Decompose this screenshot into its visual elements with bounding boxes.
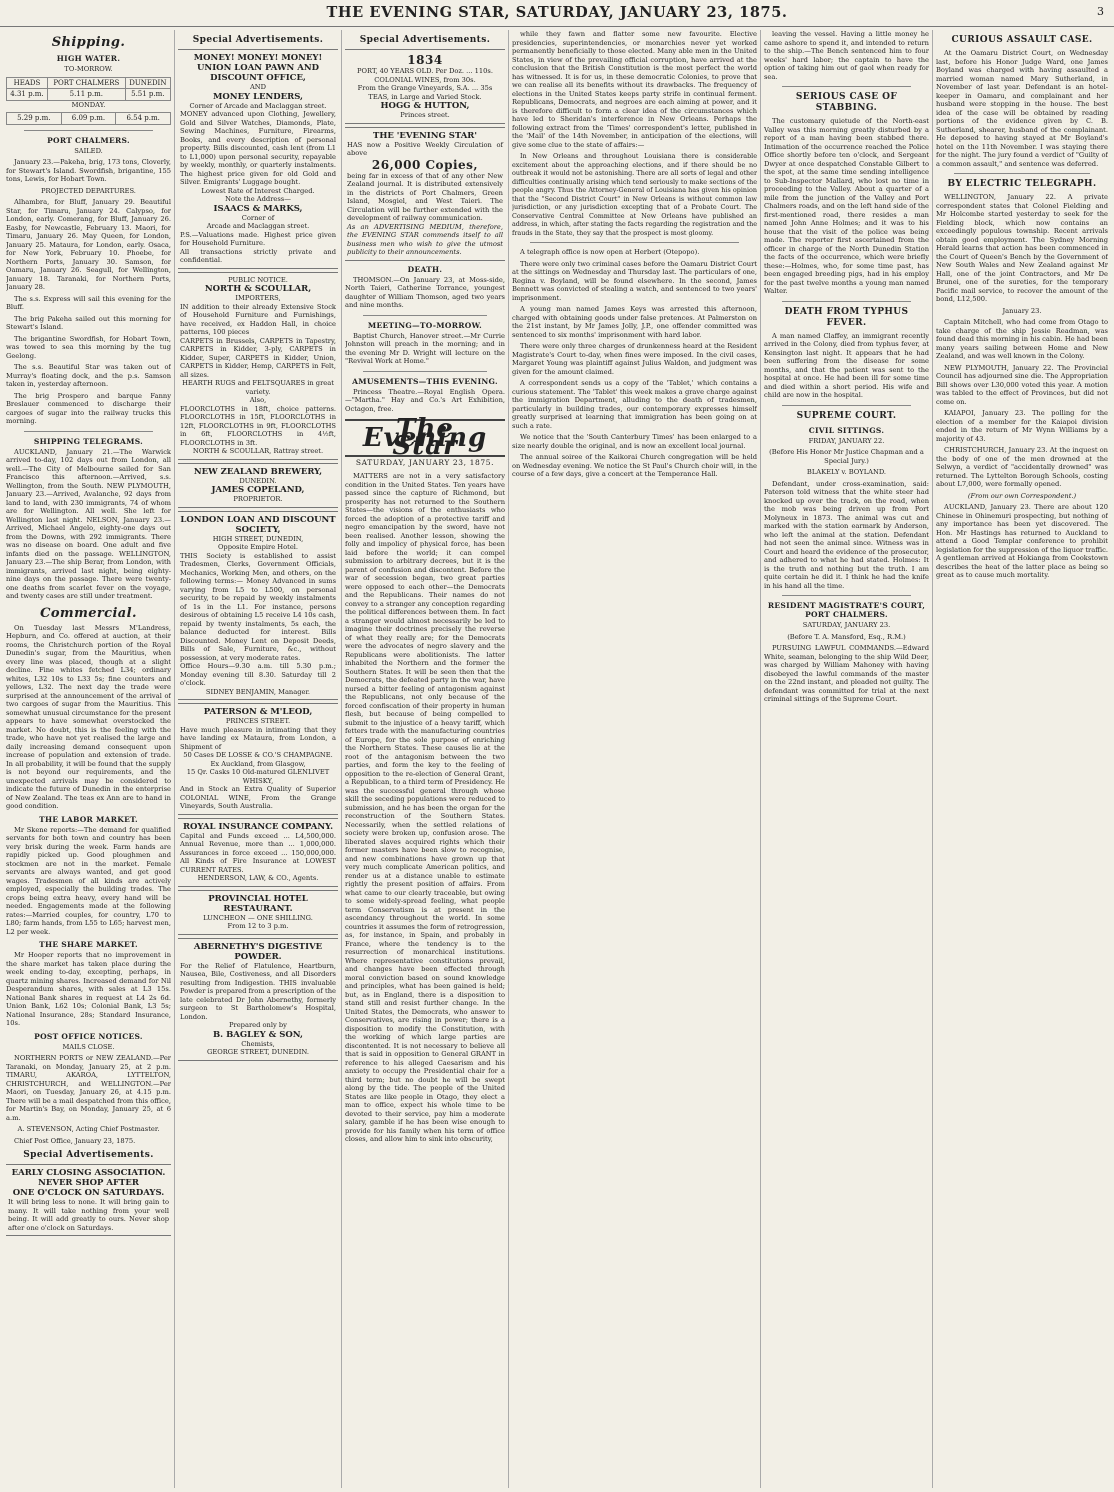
- ad-text: MONEY advanced upon Clothing, Jewellery, Gold and Silver Watches, Diamonds, Plate, Sewing Machines, Furniture, Firearms, Books, and every description of personal property. Bills discounted, cash lent (from L1 to L1,000) upon personal security, repayable by weekly, monthly, or quarterly instalments. The highest price given for old Gold and Silver. Emigrants' Luggage bought.: [180, 110, 336, 186]
- ad-text: For the Relief of Flatulence, Heartburn, Nausea, Bile, Costiveness, and all Disorders resulting from Indigestion. THIS invaluable Powder is prepared from a prescription of the late celebrated Dr John Abernethy, formerly surgeon to St Bartholomew's Hospital, London.: [180, 961, 336, 1021]
- closing-line: NEVER SHOP AFTER: [38, 1178, 139, 1188]
- special-ads-heading: Special Advertisements.: [23, 1150, 154, 1160]
- north-scoullar-ad: [178, 272, 338, 460]
- ad-line: From the Grange Vineyards, S.A. ... 35s: [357, 84, 493, 92]
- column-6: [936, 30, 1108, 1488]
- news-paragraph: A telegraph office is now open at Herbert (Otepopo).: [520, 248, 700, 256]
- ad-line: THE 'EVENING STAR': [373, 130, 477, 141]
- ad-line: JAMES COPELAND,: [211, 485, 305, 495]
- ad-line: Note the Address—: [225, 195, 291, 203]
- ad-line: SIDNEY BENJAMIN, Manager.: [205, 687, 311, 696]
- ad-text: Capital and Funds exceed ... L4,500,000. Annual Revenue, more than ... 1,000,000. Assurances in force exceed ... 150,000,000. All Kinds of Fire Insurance at LOWEST CURRENT RATES.: [180, 831, 336, 874]
- telegraph-text: Captain Mitchell, who had come from Otago to take charge of the ship Jessie Readman, was found dead this morning in his cabin. He had been many years sailing between Home and New Zealand, and was well known in the Colony.: [936, 318, 1108, 360]
- ad-line: HEARTH RUGS and FELTSQUARES in great variety.: [182, 379, 334, 396]
- ad-line: NORTH & SCOULLAR, Rattray street.: [192, 447, 324, 455]
- commercial-text: On Tuesday last Messrs M'Landress, Hepburn, and Co. offered at auction, at their rooms, the Christchurch portion of the Royal Dunedin's sugar, from the Mauritius, when every line was placed, though at a slight decline. Fine whites fetched L34; ordinary whites, L32 10s to L33 5s; fine counters and yellows, L32. The next day the trade were surprised at the announcement of the arrival of two cargoes of sugar from the Mauritius. This somewhat unusual circumstance for the present appears to have somewhat overstocked the market. No doubt, this is the feeling with the trade, who have not yet realised the large and daily increasing demand consequent upon increase of population and extension of trade. In all probability, it will be found that the supply is not beyond our requirements, and the unexpected arrivals may be considered to indicate the future of Dunedin in the enterprise of New Zealand. The teas ex Ann are to hand in good condition.: [6, 623, 171, 810]
- sailed-label: SAILED.: [74, 146, 103, 155]
- own-correspondent: (From our own Correspondent.): [967, 491, 1077, 500]
- shipping-paragraph: The s.s. Express will sail this evening for the Bluff.: [6, 294, 171, 311]
- ad-line: DUNEDIN.: [239, 476, 277, 485]
- telegraph-text: NEW PLYMOUTH, January 22. The Provincial Council has adjourned sine die. The Appropriation Bill shows over L30,000 voted this year. A motion was tabled to the effect of Provinces, but did not come on.: [936, 363, 1108, 406]
- leader-continued: while they fawn and flatter some new favourite. Elective presidencies, superintendencies, or monarchies never yet worked permanently beneficially to those elected. Many able men in the United States, in view of the prevailing official corruption, have arrived at the conclusion that the British Constitution is the most perfect the world has witnessed. It is for us, in these democratic Colonies, to prove that we can realise all its benefits without its drawbacks. The frequency of elections in the United States keeps party strife in continual ferment. Republicans, Democrats, and negroes are each aiming at power, and it is therefore difficult to form a clear idea of the circumstances which have led to Sheridan's interference in New Orleans. Perhaps the following extract from the 'Times' correspondent's letter, published in the 'Mail' of the 14th November, in anticipation of the elections, will give some clue to the state of affairs:—: [512, 30, 757, 149]
- ad-line: Princes street.: [400, 111, 450, 119]
- telegraph-text: CHRISTCHURCH, January 23. At the inquest on the body of one of the men drowned at the Selwyn, a verdict of "accidentally drowned" was returned. The Lyttelton Borough Schools, costing about L7,000, were formally opened.: [936, 446, 1108, 488]
- news-paragraph: We notice that the 'South Canterbury Times' has been enlarged to a size nearly double the original, and is now an excellent local journal.: [512, 433, 757, 450]
- closing-text: It will bring less to none. It will bring gain to many. It will take nothing from your well being. It will add greatly to ours. Never shop after one o'clock on Saturdays.: [8, 1198, 169, 1232]
- ad-line: MONEY! MONEY! MONEY!: [193, 53, 323, 63]
- shipping-paragraph: The brig Pakeha sailed out this morning for Stewart's Island.: [6, 314, 171, 331]
- divider: [782, 301, 911, 302]
- postmaster-date: Chief Post Office, January 23, 1875.: [14, 1136, 136, 1145]
- column-divider: [341, 30, 342, 1488]
- civil-date: FRIDAY, JANUARY 22.: [808, 436, 885, 445]
- share-text: Mr Hooper reports that no improvement in the share market has taken place during the week ending to-day, excepting, perhaps, in quartz mining shares. Increased demand for Nil Desperandum shares, with sales at L3 15s. National Bank shares in request at L4 2s 6d. Union Bank, L62 10s; Colonial Bank, L3 5s; National Insurance, 28s; Standard Insurance, 10s.: [6, 951, 171, 1027]
- tide-cell: 5.11 p.m.: [47, 89, 125, 101]
- ad-line: B. BAGLEY & SON,: [213, 1029, 303, 1040]
- special-ads-heading: Special Advertisements.: [359, 35, 491, 45]
- postoffice-sub: MAILS CLOSE.: [62, 1042, 115, 1051]
- ad-line: MONEY LENDERS,: [212, 91, 304, 102]
- ad-line: PUBLIC NOTICE.: [228, 275, 288, 284]
- abernethy-ad: [178, 938, 338, 1061]
- telegraph-text: WELLINGTON, January 22. A private correspondent states that Colonel Fielding and Mr Holcombe started yesterday to seek for the Fielding block, which now contains an exceedingly populous township. Recent arrivals obtain good employment. The Sydney Morning Herald learns that action has been commenced in the Court of Queen's Bench by the Government of New South Wales and New Zealand against Mr Hall, one of the joint Contractors, and Mr De Brunei, one of the sureties, for the temporary Pacific mail service, to recover the amount of the bond, L12,500.: [936, 193, 1108, 303]
- typhus-text: A man named Claffey, an immigrant recently arrived in the Colony, died from typhus fever, at Kensington last night. It appears that he had been suffering from the disease for some months, and that the patient was sent to the hospital at once. He had been ill for some time and died within a short period. His wife and child are now in the hospital.: [764, 331, 929, 399]
- ad-line: Ex Auckland, from Glasgow,: [210, 759, 306, 768]
- news-paragraph: There were only three charges of drunkenness heard at the Resident Magistrate's Court to-day, when fines were imposed. In the civil cases, Margaret Young was plaintiff against Julius Waldon, and judgment was given for the amount claimed.: [512, 342, 757, 376]
- case-name: BLAKELY v. BOYLAND.: [806, 468, 887, 476]
- postoffice-heading: POST OFFICE NOTICES.: [34, 1031, 143, 1041]
- ad-line: Prepared only by: [229, 1021, 287, 1029]
- postoffice-text: NORTHERN PORTS or NEW ZEALAND.—Per Taranaki, on Monday, January 25, at 2 p.m. TIMARU, AKAROA, LYTTELTON, CHRISTCHURCH, and WELLINGTON.—Per Maori, on Tuesday, January 26, at 4.15 p.m. There will be a mail despatched from this office, for Martin's Bay, on Monday, January 25, at 6 a.m.: [6, 1054, 171, 1122]
- divider: [782, 595, 911, 596]
- news-paragraph: There were only two criminal cases before the Oamaru District Court at the sittings on Wednesday and Thursday last. The particulars of one, Regina v. Boyland, will be found elsewhere. In the second, James Bennett was convicted of stealing a watch, and sentenced to two years' imprisonment.: [512, 259, 757, 302]
- ad-line: PROVINCIAL HOTEL RESTAURANT.: [208, 893, 308, 914]
- telegraph-text: KAIAPOI, January 23. The polling for the election of a member for the Kaiapoi division ended in the return of Mr Wynn Williams by a majority of 43.: [936, 409, 1108, 443]
- tide-cell: 4.31 p.m.: [7, 89, 48, 101]
- ad-line: LUNCHEON — ONE SHILLING.: [203, 913, 313, 922]
- civil-before: (Before His Honor Mr Justice Chapman and a Special Jury.): [769, 448, 924, 465]
- ad-line: Chemists,: [241, 1039, 275, 1048]
- share-heading: THE SHARE MARKET.: [39, 940, 138, 949]
- leader-article: MATTERS are not in a very satisfactory condition in the United States. Ten years have passed since the capture of Richmond, but prosperity has not returned to the Southern States—the visions of the enthusiasts who forced the adoption of a protective tariff and negro emancipation by the sword, have not been realised. Another lesson, showing the folly and impolicy of physical force, has been laid before the world; it can compel submission to arbitrary decrees, but it is the parent of confusion and discontent. Before the war of secession began, two great parties were opposed to each other—the Democrats and the Republicans. Their names do not convey to a stranger any conception regarding the political differences between them. In fact a stranger would almost necessarily be led to imagine their doctrines precisely the reverse of what they really are; for the Democrats were the advocates of negro slavery and the Republicans were abolitionists. The latter inhabited the Northern and the former the Southern States. It will be seen then that the Democrats, the defeated party in the war, have nursed a bitter feeling of antagonism against the Republicans, not only because of the forced confiscation of their property in human flesh, but because of being compelled to submit to the injustice of a heavy tariff, which fetters trade with the manufacturing countries of Europe, for the sole purpose of enriching the Northern States. These causes lie at the root of the antagonism between the two parties, and form the key to the feeling of opposition to the re-election of General Grant, a Republican, to a third term of Presidency. He was the successful general through whose skill the seceding populations were reduced to submission, and he has been the organ for the reconstruction of the Southern States. Necessarily, when the settled relations of society were broken up, confusion arose. The liberated slaves acquired rights which their former masters have been slow to recognise, and new combinations have grown up that very much complicate American politics, and render us at a distance unable to estimate rightly the present position of affairs. From what came to our clearly traceable, but owing to some widely-spread feeling, what people term Conservatism is at present in the ascendancy throughout the world. In some countries it assumes the form of retrogression, as, for instance, in Spain, and probably in France, where the tendency is to the resurrection of monarchical institutions. Where representative constitutions prevail, and changes have been effected through moral conviction based on sound knowledge and principles, what has been gained is held; but, as in England, there is a disposition to stand still and resist further change. In the United States, the Democrats, who answer to Conservatives, are rising in power; there is a disposition to modify the Constitution, with the working of which large parties are discontented. It is not necessary to believe all that is said in opposition to General GRANT in reference to his alleged Caesarism and his anxiety to occupy the Presidential chair for a third term; but no doubt he will be swept along by the tide. The people of the United States are like people in Otago, they elect a man to office, expect his whole time to be devoted to their service, pay him a moderate salary, gamble if he has been wise enough to provide for his family when his term of office closes, and allow him to sink into obscurity,: [345, 472, 505, 1143]
- ad-text: And in Stock an Extra Quality of Superior COLONIAL WINE, From the Grange Vineyards, South Australia.: [180, 785, 336, 810]
- ad-text: Have much pleasure in intimating that they have landing ex Mataura, from London, a Shipment of: [180, 725, 336, 751]
- tide-table-monday: [6, 112, 171, 125]
- ad-text: Office Hours—9.30 a.m. till 5.30 p.m.; Monday evening till 8.30. Saturday till 2 o'clock.: [180, 662, 336, 687]
- ad-line: Also,: [249, 396, 267, 404]
- rm-before: (Before T. A. Mansford, Esq., R.M.): [787, 632, 906, 641]
- rm-date: SATURDAY, JANUARY 23.: [802, 621, 891, 629]
- tide-cell: PORT CHALMERS: [47, 77, 125, 89]
- telegraph-heading: BY ELECTRIC TELEGRAPH.: [947, 179, 1097, 189]
- column-divider: [760, 30, 761, 1488]
- news-paragraph: A young man named James Keys was arrested this afternoon, charged with obtaining goods under false pretences. At Palmerston on the 21st instant, by Mr James Jolly, J.P., one offender committed was sentenced to six months' imprisonment with hard labor.: [512, 305, 757, 339]
- ad-line: TEAS, in Large and Varied Stock.: [368, 92, 482, 101]
- amusements-heading: AMUSEMENTS—THIS EVENING.: [352, 376, 498, 386]
- news-paragraph: A correspondent sends us a copy of the 'Tablet,' which contains a curious statement. The 'Tablet' this week makes a grave charge against the immigration Department, alluding to the death of tradesmen, particularly in building trades, our contemporary expresses himself greatly surprised at learning that immigration has been going on at such a rate.: [512, 379, 757, 430]
- ad-text: being far in excess of that of any other New Zealand journal. It is distributed extensively in the districts of Port Chalmers, Green Island, Mosgiel, and West Taieri. The Circulation will be further extended with the development of railway communication.: [347, 171, 503, 222]
- tide-cell: DUNEDIN: [125, 77, 170, 89]
- divider: [954, 173, 1090, 174]
- ad-text: All transactions strictly private and confidential.: [180, 247, 336, 264]
- sailed-text: January 23.—Pakeha, brig, 173 tons, Cloverly, for Stewart's Island. Swordfish, brigantine, 155 tons, Lewis, for Hobart Town.: [6, 158, 171, 183]
- dateline: SATURDAY, JANUARY 23, 1875.: [355, 457, 495, 467]
- divider: [782, 405, 911, 406]
- ad-text: HAS now a Positive Weekly Circulation of above: [347, 140, 503, 157]
- paterson-ad: [178, 703, 338, 815]
- labour-text: Mr Skene reports:—The demand for qualified servants for both town and country has been very brisk during the week. Farm hands are rapidly picked up. Good ploughmen and stockmen are not in the market. Female servants are always wanted, and get good wages. Tradesmen of all kinds are actively employed, especially the building trades. The crops being extra heavy, every hand will be needed. Engagements made at the following rates:—Married couples, for country, L70 to L80; farm hands, from L55 to L65; harvest men, L2 per week.: [6, 825, 171, 936]
- hogg-hutton-ad: [345, 49, 505, 124]
- tide-table: [6, 77, 171, 101]
- civil-sittings-heading: CIVIL SITTINGS.: [808, 425, 885, 435]
- ad-line: PATERSON & M'LEOD,: [203, 707, 313, 717]
- monday-label: MONDAY.: [71, 100, 106, 109]
- projected-text: Alhambra, for Bluff, January 29. Beautiful Star, for Timaru, January 24. Calypso, for London, early. Comerang, for Bluff, January 26. Easby, for Newcastle, February 13. Maori, for Timaru, January 26. May Queen, for London, January 25. Mataura, for London, early. Osaca, for New York, February 10. Phoebe, for Northern Ports, January 30. Samson, for Oamaru, January 26. Seagull, for Wellington, January 18. Taranaki, for Northern Ports, January 28.: [6, 198, 171, 291]
- column-3: [345, 30, 505, 1488]
- port-chalmers-heading: PORT CHALMERS.: [47, 135, 130, 145]
- ad-line: 50 Cases DE LOSSE & CO.'S CHAMPAGNE.: [183, 751, 333, 759]
- column-divider: [932, 30, 933, 1488]
- ad-line: LONDON LOAN AND DISCOUNT SOCIETY,: [180, 514, 336, 535]
- divider: [782, 86, 911, 87]
- ad-line: HENDERSON, LAW, & CO., Agents.: [197, 874, 319, 882]
- death-text: THOMSON.—On January 23, at Moss-side, North Taieri, Catherine Torrance, youngest daughter of William Thomson, aged two years and nine months.: [345, 275, 505, 309]
- ad-line: PORT, 40 YEARS OLD. Per Doz. ... 110s.: [357, 67, 493, 75]
- tide-cell: HEADS: [7, 77, 48, 89]
- ad-line: Lowest Rate of Interest Charged.: [201, 186, 315, 195]
- shipping-paragraph: The s.s. Beautiful Star was taken out of Murray's floating dock, and the p.s. Samson taken in, yesterday afternoon.: [6, 363, 171, 388]
- divider: [363, 315, 487, 316]
- ad-line: ROYAL INSURANCE COMPANY.: [182, 821, 334, 832]
- royal-insurance-ad: [178, 818, 338, 887]
- tide-cell: 5.51 p.m.: [125, 89, 170, 101]
- telegraph-text: AUCKLAND, January 23. There are about 120 Chinese in Ohinemuri prospecting, but nothing of any importance has been yet discovered. The Hon. Mr Hastings has returned to Auckland to attend a Good Templar conference to prohibit legislation for the suppression of the liquor traffic. A gentleman arrived at Hokianga from Cookstown describes the heat of the latter place as being so great as to cause much mortality.: [936, 503, 1108, 579]
- rm-text: PURSUING LAWFUL COMMANDS.—Edward White, seaman, belonging to the ship Wild Deer, was charged by William Mahoney with having disobeyed the lawful commands of the master on the 22nd instant, and pleaded not guilty. The defendant was committed for trial at the next criminal sittings of the Supreme Court.: [764, 644, 929, 703]
- closing-line: ONE O'CLOCK ON SATURDAYS.: [12, 1188, 165, 1198]
- labour-heading: THE LABOR MARKET.: [39, 814, 138, 824]
- meeting-heading: MEETING—TO-MORROW.: [367, 320, 483, 330]
- column-4: [512, 30, 757, 1488]
- tide-cell: 6.54 p.m.: [116, 113, 171, 125]
- postmaster: A. STEVENSON, Acting Chief Postmaster.: [17, 1125, 160, 1133]
- column-1: [6, 30, 171, 1488]
- leader-quote: In New Orleans and throughout Louisiana there is considerable excitement about the approaching elections, and if there should be no outbreak it would not be astonishing. There are all sorts of legal and other difficulties continually arising which tend seriously to make sections of the people angry. Thus the Attorney-General of Louisiana has given his opinion that the "Second District Court" in New Orleans is without common law jurisdiction, or any jurisdiction excepting that of a Probate Court. The Conservative Central Committee at New Orleans have published an address, in which, after stating the facts regarding the registration and the frauds in the State, they say that the prospect is most gloomy.: [512, 152, 757, 237]
- divider: [24, 130, 153, 131]
- column-divider: [508, 30, 509, 1488]
- union-loan-ad: [178, 49, 338, 269]
- ad-text: CARPETS in Brussels, CARPETS in Tapestry, CARPETS in Kidder, 3-ply, CARPETS in Kidder, Super, CARPETS in Kidder, Union, CARPETS in Kidder, Hemp, CARPETS in Felt, all sizes.: [180, 336, 336, 379]
- divider: [530, 242, 739, 243]
- ad-line: Arcade and Maclaggan street.: [206, 222, 310, 230]
- amusements-text: Princess Theatre.—Royal English Opera.—"Martha." Hay and Co.'s Art Exhibition, Octagon, free.: [345, 387, 505, 413]
- ad-year: 1834: [407, 53, 443, 67]
- newspaper-title: THE EVENING STAR, SATURDAY, JANUARY 23, 1875.: [326, 4, 788, 21]
- news-paragraph: leaving the vessel. Having a little money he came ashore to spend it, and intended to return to the ship.—The Bench sentenced him to four weeks' hard labor; the captain to have the option of taking him out of gaol when ready for sea.: [764, 30, 929, 81]
- shipping-paragraph: The brig Prospero and barque Fanny Breslauer commenced to discharge their cargoes of sugar into the railway trucks this morning.: [6, 391, 171, 425]
- ad-text: FLOORCLOTHS in 18ft, choice patterns. FLOORCLOTHS in 15ft, FLOORCLOTHS in 12ft, FLOORCLOTHS in 9ft, FLOORCLOTHS in 6ft, FLOORCLOTHS in 4½ft, FLOORCLOTHS in 3ft.: [180, 404, 336, 447]
- shipping-paragraph: The brigantine Swordfish, for Hobart Town, was towed to sea this morning by the tug Geelong.: [6, 334, 171, 360]
- ad-line: From 12 to 3 p.m.: [227, 922, 289, 930]
- telegraph-date: January 23.: [1002, 306, 1042, 315]
- assault-text: At the Oamaru District Court, on Wednesday last, before his Honor Judge Ward, one James Boyland was charged with having assaulted a married woman named Mary Sutherland, in November of last year. Defendant is an hotel-keeper in Oamaru, and complainant and her husband were stopping in the house. The best idea of the case will be obtained by reading portions of the evidence given by C. B. Sutherland, shearer, husband of the complainant. He deposed to having stayed at Mr Boyland's hotel on the 11th November. I was staying there for the night. The jury found a verdict of "Guilty of a common assault," and sentence was deferred.: [936, 49, 1108, 168]
- death-heading: DEATH.: [407, 264, 443, 274]
- civil-text: Defendant, under cross-examination, said: Paterson told witness that the white steer had knocked up over the track, on the road, when the mob was being driven up from Port Molyneux in 1873. The animal was cut and marked with the station earmark by Anderson, who left the animal at the station. Defendant had not seen the animal since. Witness was in Court and heard the evidence of the prosecutor, and adhered to what he had stated. Holmes: It is the truth and nothing but the truth. I am quite certain he did it. I think he had the knife in his hand all the time.: [764, 479, 929, 590]
- paper-nameplate: The Evening Star: [345, 419, 505, 457]
- ad-line: GEORGE STREET, DUNEDIN.: [207, 1048, 309, 1056]
- ad-line: Corner of Arcade and Maclaggan street.: [189, 101, 327, 110]
- ad-line: 15 Qr. Casks 10 Old-matured GLENLIVET WHISKY,: [186, 768, 330, 785]
- column-2: [178, 30, 338, 1488]
- ad-line: ISAACS & MARKS,: [213, 203, 303, 214]
- news-paragraph: The annual soiree of the Kaikorai Church congregation will be held on Wednesday evening. We notice the St Paul's Church choir will, in the course of a few days, give a concert at the Temperance Hall.: [512, 453, 757, 478]
- shipping-heading: Shipping.: [51, 35, 126, 50]
- divider: [363, 371, 487, 372]
- special-ads-heading: Special Advertisements.: [192, 35, 324, 45]
- ad-text: THIS Society is established to assist Tradesmen, Clerks, Government Officials, Mechanics, Working Men, and others, on the following terms:— Money Advanced in sums varying from L5 to L500, on personal security, to be repaid by weekly instalments of 1s in the L1. For instance, persons desirous of obtaining L5 receive L4 10s cash, repaid by twenty instalments, 5s each, the balance deducted for interest. Bills Discounted. Money Lent on Deposit Deeds, Bills of Sale, Furniture, &c., without possession, at very moderate rates.: [180, 551, 336, 662]
- ad-line: COLONIAL WINES, from 30s.: [374, 75, 476, 84]
- tide-cell: 5.29 p.m.: [7, 113, 62, 125]
- ad-line: ABERNETHY'S DIGESTIVE POWDER.: [193, 941, 323, 962]
- ad-text: P.S.—Valuations made. Highest price given for Household Furniture.: [180, 230, 336, 247]
- ad-line: Corner of: [241, 213, 275, 222]
- tide-cell: 6.09 p.m.: [61, 113, 116, 125]
- high-water-heading: HIGH WATER.: [56, 54, 121, 63]
- early-closing-ad: [6, 1164, 171, 1236]
- tomorrow-label: TO-MORROW.: [64, 65, 113, 73]
- column-divider: [174, 30, 175, 1488]
- ad-line: PRINCES STREET.: [225, 717, 291, 725]
- brewery-ad: [178, 463, 338, 508]
- divider: [24, 431, 153, 432]
- supreme-court-heading: SUPREME COURT.: [796, 410, 897, 421]
- telegrams-heading: SHIPPING TELEGRAMS.: [33, 436, 144, 446]
- ad-line: UNION LOAN PAWN AND DISCOUNT OFFICE,: [197, 63, 319, 83]
- stabbing-heading: SERIOUS CASE OF STABBING.: [795, 92, 898, 113]
- projected-label: PROJECTED DEPARTURES.: [41, 186, 136, 195]
- rm-court-heading: RESIDENT MAGISTRATE'S COURT, PORT CHALMERS.: [767, 601, 926, 619]
- ad-line: Opposite Empire Hotel.: [217, 543, 299, 551]
- closing-heading: EARLY CLOSING ASSOCIATION.: [11, 1168, 166, 1178]
- ad-text: As an ADVERTISING MEDIUM, therefore, the EVENING STAR commends itself to all business men who wish to give the utmost publicity to their announcements.: [347, 222, 503, 256]
- ad-line: NEW ZEALAND BREWERY,: [193, 466, 323, 477]
- ad-line: NORTH & SCOULLAR,: [204, 284, 312, 294]
- ad-line: HOGG & HUTTON,: [380, 101, 470, 111]
- circulation-ad: [345, 127, 505, 261]
- london-loan-ad: [178, 511, 338, 701]
- ad-line: PROPRIETOR.: [233, 495, 283, 503]
- meeting-text: Baptist Church, Hanover street.—Mr Currie Johnston will preach in the morning; and in the evening Mr D. Wright will lecture on the "Revival Work at Home.": [345, 331, 505, 365]
- provincial-hotel-ad: [178, 890, 338, 935]
- assault-heading: CURIOUS ASSAULT CASE.: [951, 35, 1093, 45]
- ad-line: AND: [249, 83, 267, 91]
- page-number: 3: [1097, 5, 1104, 18]
- ad-copies: 26,000 Copies,: [371, 157, 479, 172]
- ad-line: IMPORTERS,: [235, 294, 281, 302]
- typhus-heading: DEATH FROM TYPHUS FEVER.: [784, 306, 909, 328]
- telegrams-text: AUCKLAND, January 21.—The Warwick arrived to-day, 102 days out from London, all well.—The City of Melbourne sailed for San Francisco this afternoon.—Arrived, s.s. Wellington, from the South. NEW PLYMOUTH, January 23.—Arrived, Avalanche, 92 days from land to land, with 230 immigrants, 74 of whom are for Wellington. All well. She left for Wellington last night. NELSON, January 23.—Arrived, Michael Angelo, eighty-one days out from the Downs, with 292 immigrants. There was no disease on board. One adult and five infants died on the passage. WELLINGTON, January 23.—The ship Berar, from London, with immigrants, arrived last night, being eighty-nine days on the passage. There were twenty-one deaths from scarlet fever on the voyage, and twenty cases are still under treatment.: [6, 447, 171, 600]
- ad-text: IN addition to their already Extensive Stock of Household Furniture and Furnishings, have received, ex Haddon Hall, in choice patterns, 100 pieces: [180, 302, 336, 336]
- commercial-heading: Commercial.: [40, 605, 137, 621]
- stabbing-text: The customary quietude of the North-east Valley was this morning greatly disturbed by a report of a man having been stabbed there. Intimation of the occurrence reached the Police Office shortly before ten o'clock, and Sergeant Dwyer at once despatched Constable Gilbert to the spot, at the same time sending intelligence to Sub-Inspector Mallard, who lost no time in proceeding to the Valley. About a quarter of a mile from the junction of the Valley and Port Chalmers roads, and on the left hand side of the first-mentioned road, there resides a man named John Anne Holmes; and it was to his house that the visit of the police was being made. The reporter first ascertained from the officer in charge of the North Dunedin Station the facts of the occurrence, which were briefly these:—Holmes, who, for some time past, has been engaged breeding pigs, had in his employ for the past twelve months a young man named Walter.: [764, 117, 929, 295]
- column-5: [764, 30, 929, 1488]
- masthead: [0, 0, 1114, 27]
- ad-line: HIGH STREET, DUNEDIN,: [212, 534, 304, 543]
